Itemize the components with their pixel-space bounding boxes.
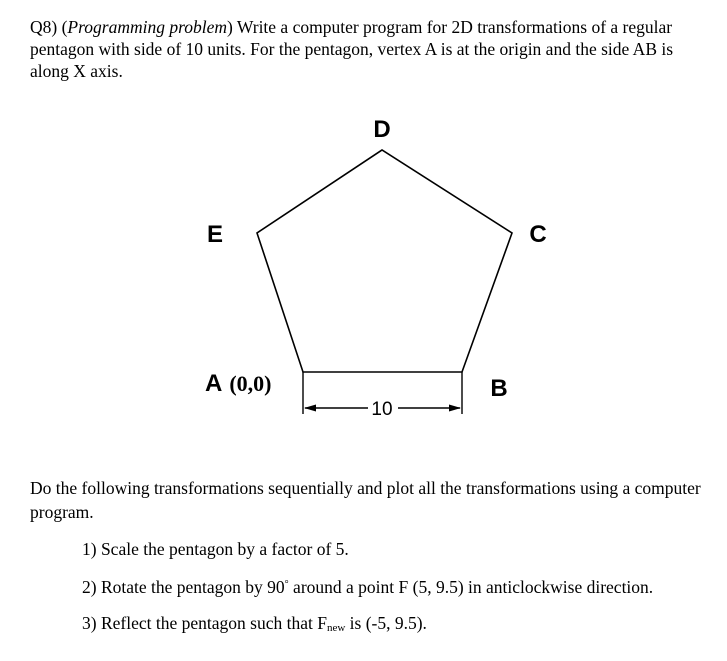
instruction-item-3 <box>82 612 427 639</box>
instruction-item-1: 1) Scale the pentagon by a factor of 5. <box>82 539 349 559</box>
vertex-label-d: D <box>373 116 391 143</box>
pentagon-shape <box>257 150 512 372</box>
question-tag-open: ( <box>61 17 68 37</box>
question-tag: Programming problem <box>67 17 228 37</box>
vertex-label-c: C <box>529 221 547 248</box>
subscript-new: new <box>326 622 346 634</box>
instruction-item-2 <box>82 574 653 598</box>
question-tag-close: ) <box>227 17 233 37</box>
vertex-label-a <box>205 370 272 397</box>
item-3-before: 3) Reflect the pentagon such that F <box>82 613 327 633</box>
dimension-label: 10 <box>371 399 393 420</box>
instructions-intro: Do the following transformations sequentially and plot all the transformations using a computer program. <box>30 478 701 522</box>
item-2-after: around a point F (5, 9.5) in anticlockwise direction. <box>288 577 654 597</box>
degree-sign: ° <box>284 579 289 590</box>
vertex-label-e: E <box>206 221 224 248</box>
question-body: Write a computer program for 2D transformations of a regular pentagon with side of 10 units. For the pentagon, vertex A is at the origin and the side AB is along X axis. <box>30 17 674 81</box>
vertex-label-a-coords: (0,0) <box>229 371 272 396</box>
question-number: Q8) <box>30 17 58 37</box>
item-2-before: 2) Rotate the pentagon by 90 <box>82 577 285 597</box>
vertex-label-a-letter: A <box>205 370 223 397</box>
item-3-after: is (-5, 9.5). <box>345 613 427 633</box>
vertex-label-b: B <box>490 375 508 402</box>
